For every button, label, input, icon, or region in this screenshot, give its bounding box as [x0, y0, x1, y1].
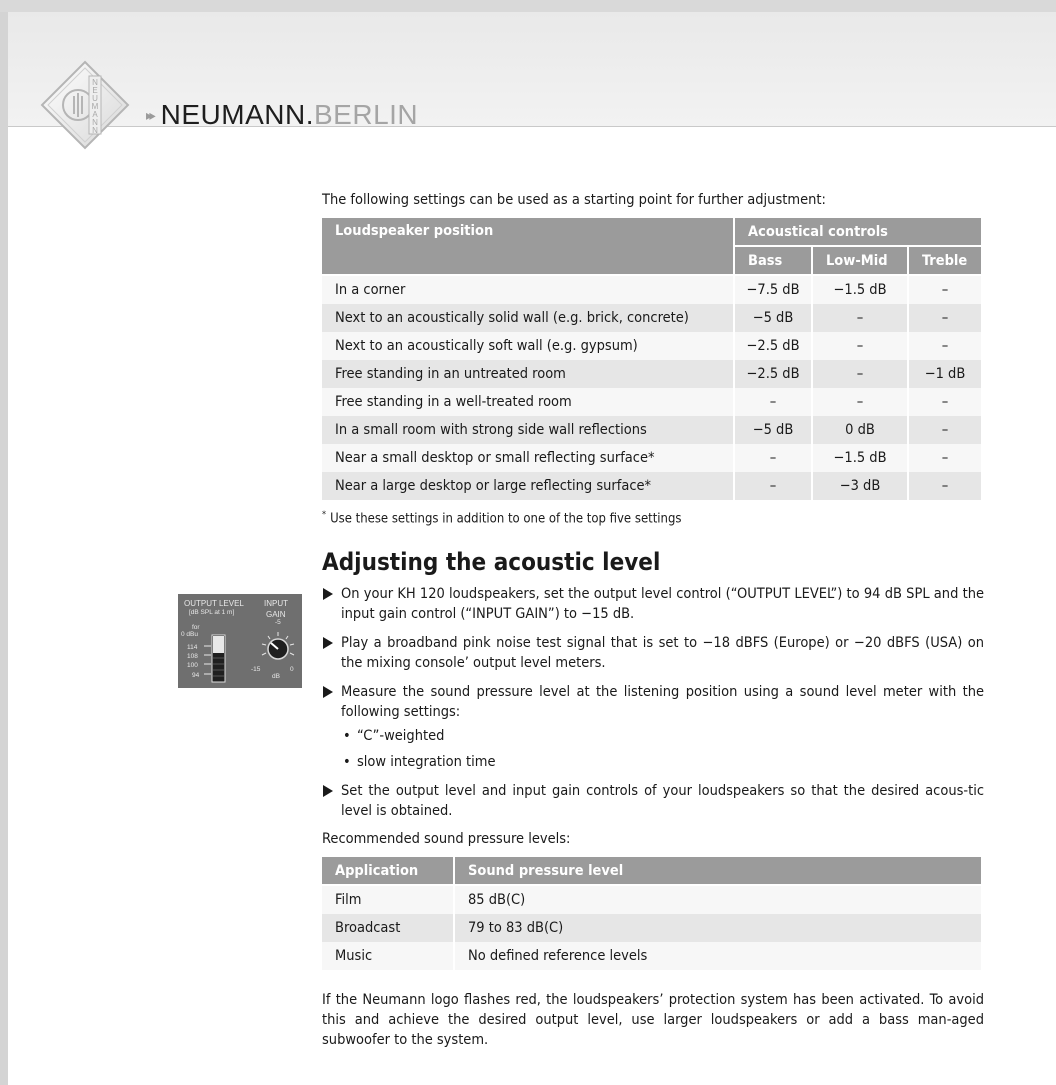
cell-application: Music — [322, 942, 454, 970]
page-header — [8, 12, 1056, 130]
logo-letter: U — [92, 94, 98, 103]
cell-lowmid: −1.5 dB — [812, 276, 908, 304]
header-lowmid: Low-Mid — [812, 246, 908, 274]
triangle-bullet-icon — [323, 588, 333, 600]
cell-lowmid: 0 dB — [812, 416, 908, 444]
cell-application: Broadcast — [322, 914, 454, 942]
footnote — [322, 510, 984, 526]
cell-lowmid: – — [812, 332, 908, 360]
cell-lowmid: – — [812, 304, 908, 332]
cell-level: 85 dB(C) — [454, 886, 981, 914]
cell-treble: – — [908, 472, 981, 500]
control-panel-illustration — [178, 594, 302, 688]
table-row — [322, 276, 981, 304]
cell-treble: – — [908, 444, 981, 472]
cell-lowmid: −1.5 dB — [812, 444, 908, 472]
cell-bass: −2.5 dB — [734, 360, 812, 388]
logo-letter: N — [92, 118, 98, 127]
table-row — [322, 332, 981, 360]
panel-for: for — [192, 624, 200, 631]
step-text: Set the output level and input gain controls of your loudspeakers so that the desired acous-tic level is obtained. — [341, 783, 984, 820]
intro-text: The following settings can be used as a starting point for further adjustment: — [322, 192, 826, 208]
settings-table — [322, 218, 981, 500]
panel-level: 94 — [192, 672, 200, 679]
footnote-text: Use these settings in addition to one of the top five settings — [330, 511, 682, 527]
list-item — [322, 781, 984, 821]
cell-level: No defined reference levels — [454, 942, 981, 970]
cell-position: Next to an acoustically solid wall (e.g. brick, concrete) — [322, 304, 734, 332]
left-border — [0, 12, 8, 1085]
header-treble: Treble — [908, 246, 981, 274]
cell-treble: – — [908, 416, 981, 444]
cell-bass: – — [734, 444, 812, 472]
bullet-dot-icon: • — [343, 754, 351, 771]
cell-position: Free standing in a well-treated room — [322, 388, 734, 416]
spl-table — [322, 857, 981, 970]
header-application: Application — [322, 857, 454, 884]
panel-dbu: 0 dBu — [181, 631, 198, 638]
panel-level: 100 — [187, 662, 198, 669]
cell-bass: −2.5 dB — [734, 332, 812, 360]
panel-input: INPUT — [264, 599, 288, 608]
cell-treble: – — [908, 332, 981, 360]
bullet-dot-icon: • — [343, 728, 351, 745]
sub-list-item — [341, 726, 984, 746]
cell-treble: – — [908, 276, 981, 304]
list-item — [322, 682, 984, 772]
table-row — [322, 914, 981, 942]
neumann-logo — [40, 60, 130, 150]
cell-treble: −1 dB — [908, 360, 981, 388]
cell-treble: – — [908, 388, 981, 416]
section-title: Adjusting the acoustic level — [322, 548, 661, 577]
double-arrow-icon: ▸▸ — [146, 108, 153, 124]
list-item — [322, 633, 984, 673]
table-row — [322, 472, 981, 500]
step-text: Play a broadband pink noise test signal that is set to −18 dBFS (Europe) or −20 dBFS (USA) on the mixing console’ output level meters. — [341, 635, 984, 672]
brand-sub: BERLIN — [314, 99, 419, 130]
list-item — [322, 584, 984, 624]
top-border — [0, 0, 1056, 12]
table-row — [322, 942, 981, 970]
triangle-bullet-icon — [323, 637, 333, 649]
cell-position: Near a large desktop or large reflecting surface* — [322, 472, 734, 500]
footnote-mark: * — [322, 510, 327, 520]
cell-application: Film — [322, 886, 454, 914]
sub-list-item — [341, 752, 984, 772]
brand-wordmark — [146, 98, 418, 131]
cell-bass: – — [734, 472, 812, 500]
table-row — [322, 416, 981, 444]
header-acoustical-controls: Acoustical controls — [734, 218, 981, 246]
cell-bass: −5 dB — [734, 304, 812, 332]
panel-graphics — [178, 594, 302, 688]
cell-bass: – — [734, 388, 812, 416]
table-row — [322, 444, 981, 472]
knob-label-left: -15 — [251, 666, 261, 673]
recommended-label: Recommended sound pressure levels: — [322, 831, 571, 848]
logo-letter: E — [92, 86, 98, 95]
table-row — [322, 304, 981, 332]
cell-treble: – — [908, 304, 981, 332]
instruction-list — [322, 584, 984, 821]
cell-level: 79 to 83 dB(C) — [454, 914, 981, 942]
panel-level: 108 — [187, 653, 198, 660]
cell-position: Next to an acoustically soft wall (e.g. gypsum) — [322, 332, 734, 360]
logo-letter: N — [92, 78, 98, 87]
knob-unit: dB — [272, 673, 280, 680]
cell-lowmid: −3 dB — [812, 472, 908, 500]
cell-position: In a small room with strong side wall reflections — [322, 416, 734, 444]
cell-lowmid: – — [812, 388, 908, 416]
table-row — [322, 886, 981, 914]
sub-list — [341, 726, 984, 772]
main-content — [322, 192, 984, 1050]
panel-gain: GAIN — [266, 610, 286, 619]
level-switch-thumb — [213, 636, 224, 653]
logo-letter: A — [92, 110, 98, 119]
cell-position: Near a small desktop or small reflecting surface* — [322, 444, 734, 472]
cell-position: In a corner — [322, 276, 734, 304]
cell-lowmid: – — [812, 360, 908, 388]
step-text: Measure the sound pressure level at the listening position using a sound level meter with the following settings: — [341, 684, 984, 721]
logo-diamond — [42, 62, 128, 148]
sub-text: “C”-weighted — [357, 728, 445, 745]
header-position: Loudspeaker position — [322, 218, 734, 274]
cell-bass: −5 dB — [734, 416, 812, 444]
table-row — [322, 388, 981, 416]
knob-label-top: -5 — [275, 619, 281, 626]
panel-level: 114 — [187, 644, 198, 651]
brand-main: NEUMANN. — [160, 99, 314, 130]
step-text: On your KH 120 loudspeakers, set the output level control (“OUTPUT LEVEL”) to 94 dB SPL and the input gain control (“INPUT GAIN”) to −15 dB. — [341, 586, 984, 623]
cell-bass: −7.5 dB — [734, 276, 812, 304]
header-spl: Sound pressure level — [454, 857, 981, 884]
logo-letter: M — [91, 102, 99, 111]
panel-output-level: OUTPUT LEVEL — [184, 599, 244, 608]
closing-paragraph: If the Neumann logo flashes red, the loudspeakers’ protection system has been activated. To avoid this and achieve the desired output level, use larger loudspeakers or add a bass man-aged subwoofer to the system. — [322, 992, 984, 1049]
triangle-bullet-icon — [323, 686, 333, 698]
table-row — [322, 360, 981, 388]
panel-output-sub: [dB SPL at 1 m] — [189, 609, 235, 616]
header-bass: Bass — [734, 246, 812, 274]
cell-position: Free standing in an untreated room — [322, 360, 734, 388]
logo-letter: N — [92, 126, 98, 135]
knob-label-right: 0 — [290, 666, 294, 673]
triangle-bullet-icon — [323, 785, 333, 797]
sub-text: slow integration time — [357, 754, 496, 771]
